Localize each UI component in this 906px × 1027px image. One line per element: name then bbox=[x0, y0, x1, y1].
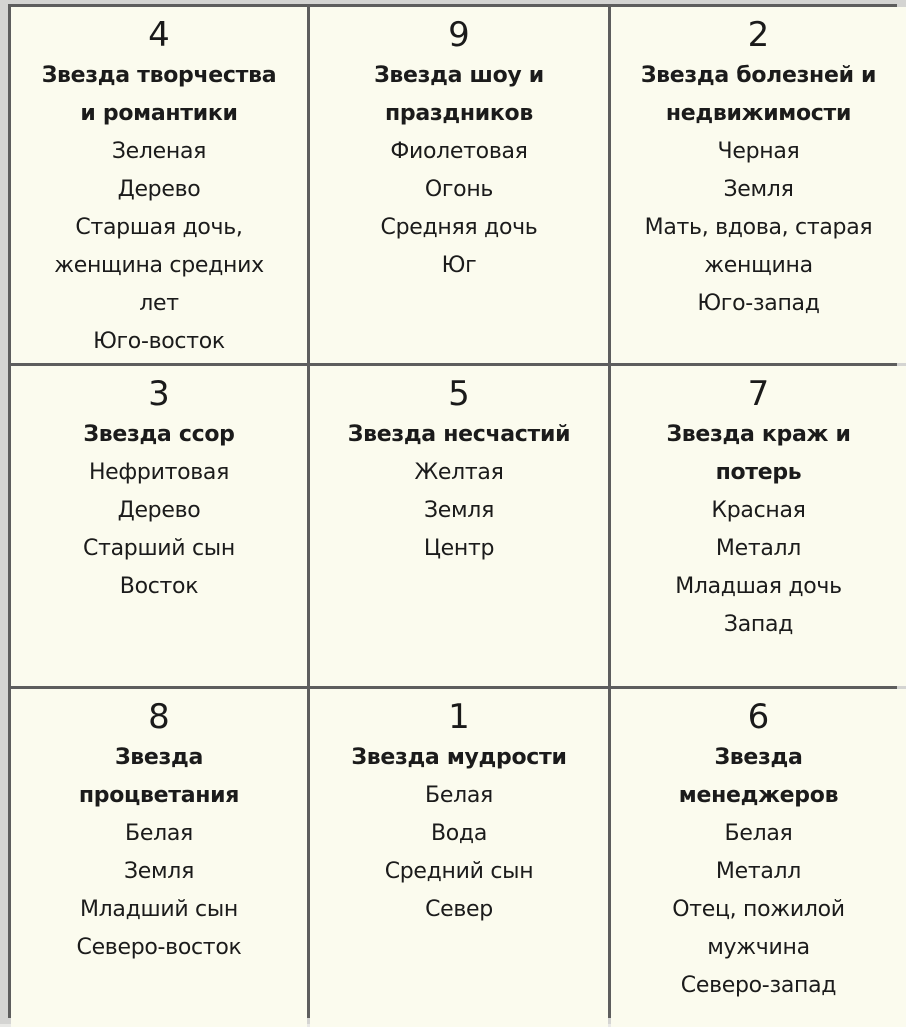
grid-cell-8 bbox=[11, 689, 307, 1027]
cell-color: Черная bbox=[717, 139, 800, 164]
cell-title-line: потерь bbox=[715, 460, 802, 485]
cell-number: 2 bbox=[747, 15, 770, 55]
grid-cell-4 bbox=[11, 7, 307, 363]
cell-number: 4 bbox=[148, 15, 170, 55]
grid-cell-3 bbox=[11, 366, 307, 686]
cell-title-line: Звезда творчества bbox=[41, 63, 277, 88]
lo-shu-grid bbox=[8, 4, 897, 1018]
cell-number: 6 bbox=[747, 697, 770, 737]
cell-element: Дерево bbox=[117, 498, 201, 523]
cell-color: Нефритовая bbox=[88, 460, 230, 485]
cell-person: Старшая дочь, bbox=[75, 215, 243, 240]
cell-number: 7 bbox=[747, 374, 770, 414]
cell-person: Средняя дочь bbox=[380, 215, 538, 240]
cell-direction: Запад bbox=[723, 612, 794, 637]
cell-title-line: и романтики bbox=[80, 101, 238, 126]
cell-element: Металл bbox=[715, 859, 802, 884]
cell-title-line: Звезда bbox=[114, 745, 204, 770]
cell-title-line: Звезда несчастий bbox=[347, 422, 571, 447]
cell-person: мужчина bbox=[707, 935, 810, 960]
cell-person: Старший сын bbox=[83, 536, 235, 561]
cell-color: Белая bbox=[425, 783, 493, 808]
cell-element: Земля bbox=[423, 498, 495, 523]
cell-person: лет bbox=[139, 291, 179, 316]
cell-number: 5 bbox=[448, 374, 470, 414]
cell-direction: Юг bbox=[441, 253, 477, 278]
cell-element: Вода bbox=[430, 821, 488, 846]
cell-direction: Юго-восток bbox=[93, 329, 225, 354]
cell-person: Младшая дочь bbox=[675, 574, 842, 599]
cell-title-line: Звезда шоу и bbox=[374, 63, 544, 88]
cell-title-line: Звезда краж и bbox=[666, 422, 851, 447]
cell-direction: Северо-восток bbox=[76, 935, 242, 960]
cell-title-line: праздников bbox=[385, 101, 533, 126]
cell-title-line: Звезда bbox=[714, 745, 803, 770]
cell-title-line: процветания bbox=[78, 783, 240, 808]
cell-direction: Север bbox=[425, 897, 493, 922]
cell-number: 3 bbox=[148, 374, 170, 414]
cell-color: Желтая bbox=[414, 460, 504, 485]
cell-number: 8 bbox=[148, 697, 170, 737]
cell-person: женщина средних bbox=[54, 253, 264, 278]
grid-cell-2 bbox=[611, 7, 906, 363]
cell-color: Красная bbox=[711, 498, 806, 523]
cell-color: Зеленая bbox=[111, 139, 207, 164]
cell-number: 9 bbox=[448, 15, 470, 55]
grid-cell-1 bbox=[310, 689, 608, 1027]
cell-person: Средний сын bbox=[384, 859, 534, 884]
cell-title-line: Звезда болезней и bbox=[640, 63, 877, 88]
cell-direction: Центр bbox=[423, 536, 495, 561]
grid-cell-9 bbox=[310, 7, 608, 363]
cell-direction: Восток bbox=[119, 574, 199, 599]
cell-title-line: менеджеров bbox=[678, 783, 839, 808]
grid-cell-6 bbox=[611, 689, 906, 1027]
cell-direction: Юго-запад bbox=[697, 291, 820, 316]
cell-title-line: недвижимости bbox=[665, 101, 852, 126]
cell-title-line: Звезда мудрости bbox=[351, 745, 567, 770]
cell-person: Младший сын bbox=[79, 897, 238, 922]
cell-element: Земля bbox=[123, 859, 195, 884]
cell-person: Мать, вдова, старая bbox=[644, 215, 873, 240]
cell-element: Металл bbox=[715, 536, 802, 561]
cell-person: женщина bbox=[704, 253, 813, 278]
grid-cell-7 bbox=[611, 366, 906, 686]
cell-color: Белая bbox=[125, 821, 193, 846]
cell-element: Огонь bbox=[424, 177, 494, 202]
cell-direction: Северо-запад bbox=[680, 973, 837, 998]
cell-title-line: Звезда ссор bbox=[83, 422, 235, 447]
cell-number: 1 bbox=[448, 697, 470, 737]
cell-person: Отец, пожилой bbox=[672, 897, 845, 922]
grid-cell-5 bbox=[310, 366, 608, 686]
cell-color: Белая bbox=[724, 821, 793, 846]
cell-element: Земля bbox=[723, 177, 794, 202]
cell-color: Фиолетовая bbox=[390, 139, 528, 164]
cell-element: Дерево bbox=[117, 177, 201, 202]
